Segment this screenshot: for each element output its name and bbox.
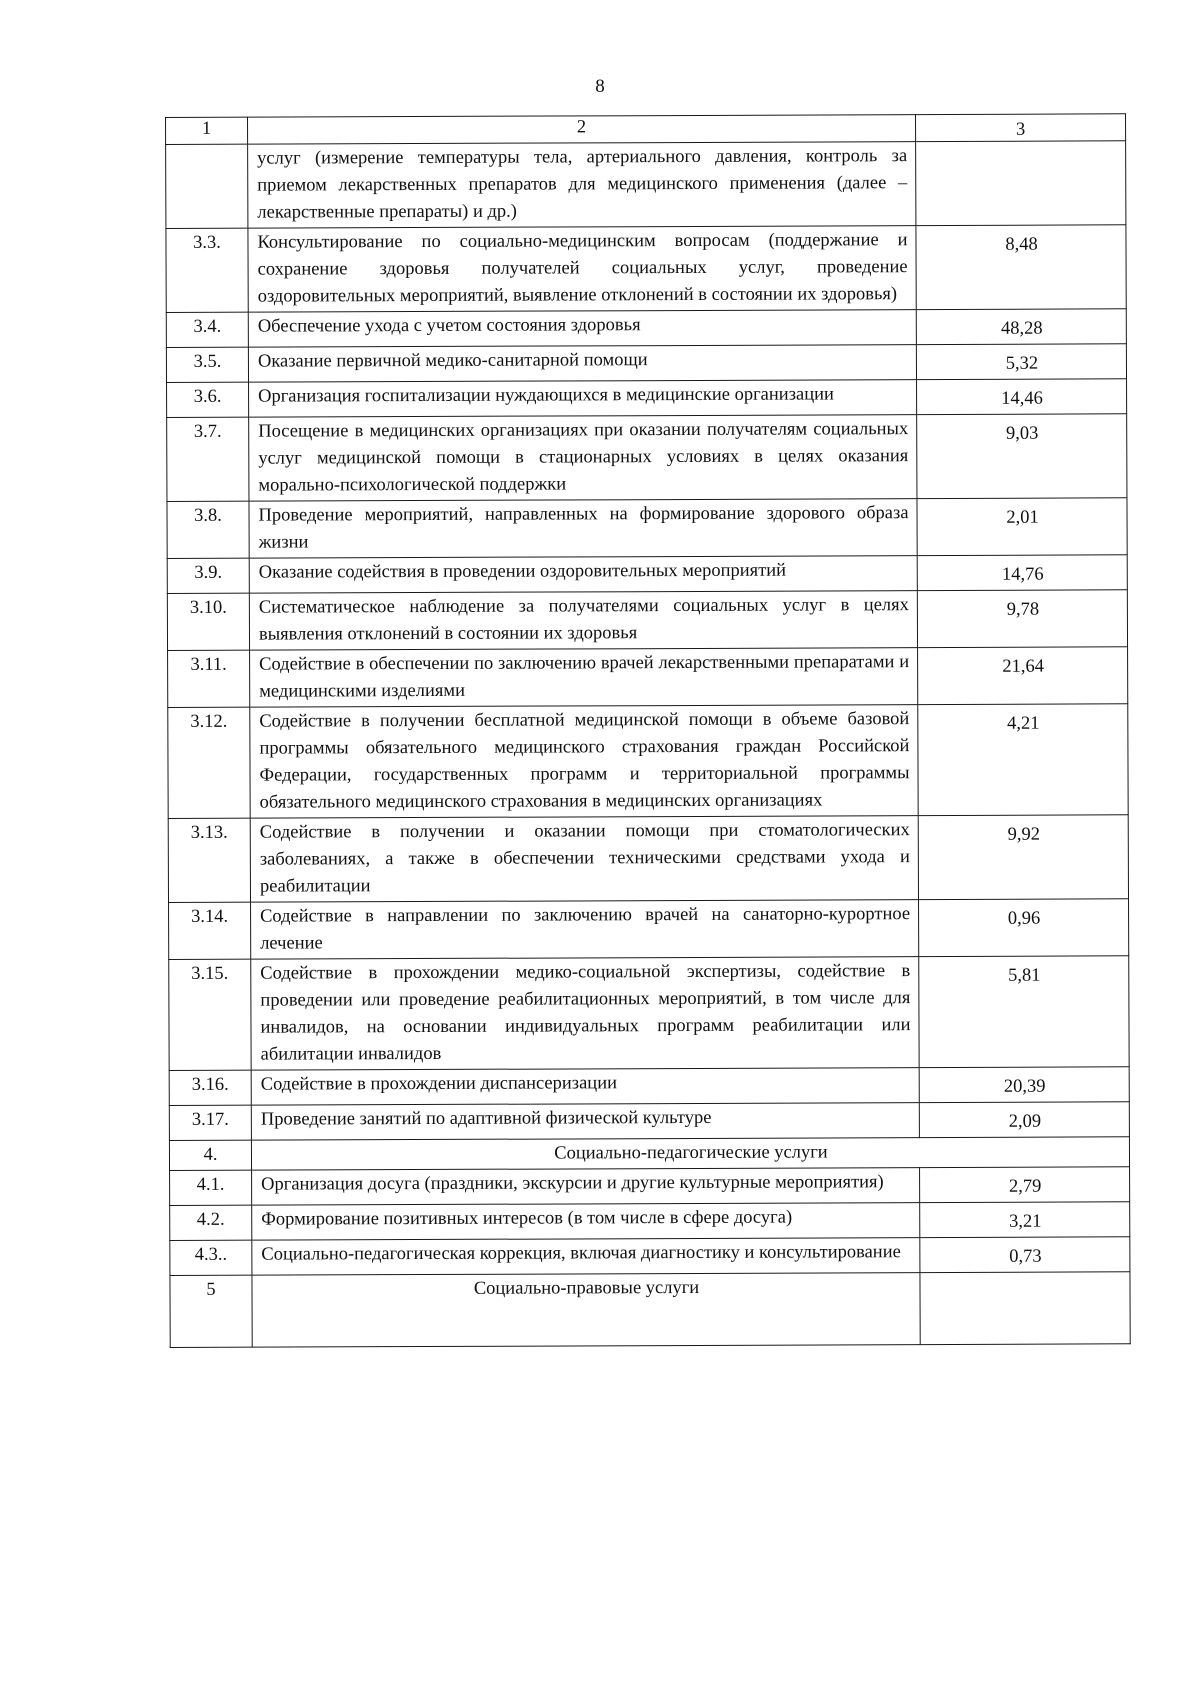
row-value: 9,92: [918, 815, 1128, 900]
row-number: 3.12.: [168, 707, 250, 818]
section-row: [170, 1272, 1130, 1348]
row-number: 3.5.: [166, 347, 248, 382]
row-description: Содействие в прохождении диспансеризации: [251, 1068, 919, 1106]
page-number: 8: [595, 76, 605, 97]
row-value: 5,32: [916, 344, 1126, 380]
row-description: Оказание первичной медико-санитарной помощи: [248, 345, 916, 383]
row-number: 5: [170, 1275, 252, 1347]
section-row: [169, 1137, 1129, 1171]
row-value: 0,73: [920, 1237, 1130, 1273]
row-number: 3.15.: [169, 959, 251, 1070]
services-table: [165, 113, 1131, 1348]
table-row: [167, 590, 1127, 651]
row-value: 14,46: [917, 379, 1127, 415]
section-title: Социально-педагогические услуги: [251, 1137, 1129, 1170]
row-number: 4.1.: [170, 1170, 252, 1205]
table-row: [166, 309, 1126, 348]
row-description: Обеспечение ухода с учетом состояния здоровья: [248, 310, 916, 348]
row-value: 2,79: [920, 1167, 1130, 1203]
row-number: 3.10.: [167, 593, 249, 650]
table-row: [168, 704, 1128, 819]
table-row: [169, 899, 1129, 960]
row-value: 2,01: [917, 498, 1127, 556]
table-row: [166, 225, 1126, 313]
table-row: [167, 414, 1127, 502]
header-row: [166, 114, 1126, 145]
table-row: [167, 498, 1127, 559]
row-number: 3.16.: [169, 1070, 251, 1105]
header-col-2: 2: [248, 115, 916, 145]
row-number: 3.13.: [168, 818, 250, 902]
row-description: Формирование позитивных интересов (в том числе в сфере досуга): [252, 1203, 920, 1241]
row-value: [920, 1272, 1130, 1345]
row-number: 3.4.: [166, 312, 248, 347]
row-description: Содействие в направлении по заключению врачей на санаторно-курортное лечение: [251, 900, 919, 960]
section-title: Социально-правовые услуги: [252, 1273, 920, 1348]
row-value: 8,48: [916, 225, 1126, 310]
row-value: 3,21: [920, 1202, 1130, 1238]
row-number: 3.8.: [167, 501, 249, 558]
row-value: 48,28: [916, 309, 1126, 345]
table-row: [169, 1102, 1129, 1141]
row-description: Консультирование по социально-медицинским вопросам (поддержание и сохранение здоровья получателей социальных услуг, проведение оздоровительных мероприятий, выявление отклонений в состоянии их здоровья): [248, 226, 916, 313]
row-number: [166, 144, 248, 228]
table-row: [166, 141, 1126, 229]
row-value: 2,09: [919, 1102, 1129, 1138]
table-row: [168, 815, 1128, 903]
row-number: 3.7.: [167, 417, 249, 501]
table-row: [169, 1067, 1129, 1106]
row-number: 3.3.: [166, 228, 248, 312]
row-number: 4.3..: [170, 1240, 252, 1275]
table-row: [167, 379, 1127, 418]
row-number: 3.17.: [169, 1105, 251, 1140]
row-value: 9,03: [917, 414, 1127, 499]
row-number: 3.9.: [167, 558, 249, 593]
row-description: Проведение занятий по адаптивной физической культуре: [251, 1103, 919, 1141]
table-row: [167, 555, 1127, 594]
row-value: [916, 141, 1126, 226]
row-value: 0,96: [919, 899, 1129, 957]
row-description: Оказание содействия в проведении оздоровительных мероприятий: [249, 556, 917, 594]
row-value: 20,39: [919, 1067, 1129, 1103]
row-value: 4,21: [918, 704, 1128, 816]
row-description: Содействие в прохождении медико-социальной экспертизы, содействие в проведении или проведение реабилитационных мероприятий, в том числе для инвалидов, на основании индивидуальных программ реабилитации или абилитации инвалидов: [251, 957, 919, 1071]
row-number: 4.2.: [170, 1205, 252, 1240]
row-description: Организация досуга (праздники, экскурсии и другие культурные мероприятия): [252, 1168, 920, 1206]
table-row: [170, 1202, 1130, 1241]
row-description: Проведение мероприятий, направленных на формирование здорового образа жизни: [249, 499, 917, 559]
table-row: [166, 344, 1126, 383]
row-number: 4.: [169, 1140, 251, 1170]
table-row: [170, 1237, 1130, 1276]
row-description: Содействие в получении и оказании помощи при стоматологических заболеваниях, а также в обеспечении техническими средствами ухода и реабилитации: [250, 816, 918, 903]
row-description: Социально-педагогическая коррекция, включая диагностику и консультирование: [252, 1238, 920, 1276]
row-description: Организация госпитализации нуждающихся в медицинские организации: [249, 380, 917, 418]
row-number: 3.6.: [167, 382, 249, 417]
row-description: Посещение в медицинских организациях при оказании получателям социальных услуг медицинской помощи в стационарных условиях в целях оказания морально-психологической поддержки: [249, 415, 917, 502]
row-description: Содействие в обеспечении по заключению врачей лекарственными препаратами и медицинскими изделиями: [250, 648, 918, 708]
row-description: услуг (измерение температуры тела, артериального давления, контроль за приемом лекарственных препаратов для медицинского применения (далее – лекарственные препараты) и др.): [248, 142, 916, 229]
header-col-3: 3: [915, 114, 1125, 142]
table-row: [168, 647, 1128, 708]
table-body: [166, 114, 1131, 1348]
row-number: 3.11.: [168, 650, 250, 707]
header-col-1: 1: [166, 117, 248, 144]
table-row: [169, 956, 1129, 1071]
row-value: 5,81: [919, 956, 1129, 1068]
row-description: Содействие в получении бесплатной медицинской помощи в объеме базовой программы обязательного медицинского страхования граждан Российской Федерации, государственных программ и территориальной программы обязательного медицинского страхования в медицинских организациях: [250, 705, 918, 819]
row-value: 9,78: [917, 590, 1127, 648]
row-description: Систематическое наблюдение за получателями социальных услуг в целях выявления отклонений в состоянии их здоровья: [249, 591, 917, 651]
row-number: 3.14.: [169, 902, 251, 959]
row-value: 14,76: [917, 555, 1127, 591]
table-row: [170, 1167, 1130, 1206]
row-value: 21,64: [918, 647, 1128, 705]
